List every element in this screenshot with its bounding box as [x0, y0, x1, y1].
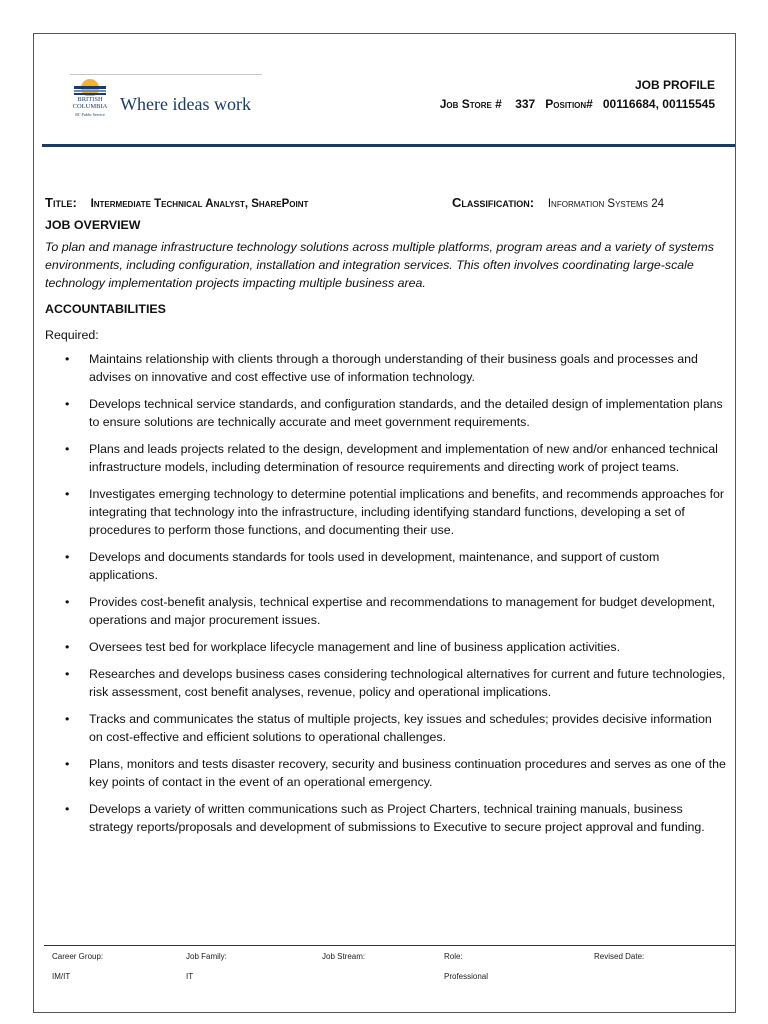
accountabilities-list	[45, 350, 729, 836]
list-item	[45, 440, 729, 476]
page-header	[34, 34, 735, 146]
bullet-icon: •	[65, 667, 70, 681]
career-group-value: IM/IT	[52, 972, 71, 981]
document-page	[33, 33, 736, 1013]
bullet-icon: •	[65, 352, 70, 366]
list-item	[45, 710, 729, 746]
bullet-icon: •	[65, 712, 70, 726]
page-footer	[44, 945, 735, 981]
list-item-text: Plans and leads projects related to the design, development and implementation of new and/or enhanced technical infrastructure models, including determination of resource requirements and directing work of project teams.	[89, 442, 718, 474]
job-stream-label: Job Stream:	[322, 952, 366, 961]
list-item-text: Provides cost-benefit analysis, technical expertise and recommendations to management for budget development, operations and major procurement issues.	[89, 595, 716, 627]
classification-value: Information Systems 24	[547, 198, 664, 210]
list-item	[45, 548, 729, 584]
logo-crest-line2: COLUMBIA	[72, 103, 108, 110]
accountabilities-heading: ACCOUNTABILITIES	[45, 302, 166, 316]
list-item-text: Develops a variety of written communications such as Project Charters, technical training manuals, business strategy reports/proposals and development of submissions to Executive to secure project approval and funding.	[89, 802, 705, 834]
classification	[452, 194, 664, 213]
position-label: Position#	[545, 97, 593, 111]
logo-crest-line1: BRITISH	[77, 96, 103, 103]
bc-crest-icon	[70, 74, 110, 122]
bullet-icon: •	[65, 595, 70, 609]
list-item-text: Investigates emerging technology to determine potential implications and benefits, and recommends approaches for integrating that technology into the infrastructure, including identifying standard functions, developing a set of procedures to perform those functions, and documenting their use.	[89, 487, 725, 537]
list-item-text: Oversees test bed for workplace lifecycle management and line of business application activities.	[89, 640, 621, 654]
role-label: Role:	[444, 952, 463, 961]
title-label: Title:	[45, 195, 77, 210]
role-value: Professional	[444, 972, 489, 981]
job-family-label: Job Family:	[186, 952, 227, 961]
job-store-label: Job Store #	[439, 97, 502, 111]
overview-text: To plan and manage infrastructure technology solutions across multiple platforms, program areas and a variety of systems environments, including configuration, installation and integration services. This often involves coordinating large-scale technology implementation projects impacting multiple business area.	[45, 240, 714, 290]
list-item	[45, 350, 729, 386]
bullet-icon: •	[65, 640, 70, 654]
list-item	[45, 593, 729, 629]
job-store-value: 337	[515, 97, 536, 111]
title-row	[45, 194, 729, 214]
document-body	[45, 194, 729, 845]
required-label: Required:	[45, 328, 99, 342]
list-item	[45, 800, 729, 836]
list-item-text: Develops technical service standards, and configuration standards, and the detailed design of implementation plans to ensure solutions are technically accurate and meet government requirements.	[89, 397, 723, 429]
list-item	[45, 638, 729, 656]
list-item-text: Tracks and communicates the status of multiple projects, key issues and schedules; provides decisive information on cost-effective and efficient solutions to operational challenges.	[89, 712, 712, 744]
header-divider	[42, 144, 735, 147]
list-item-text: Plans, monitors and tests disaster recovery, security and business continuation procedures and serves as one of the key points of contact in the event of an operational emergency.	[89, 757, 726, 789]
logo-crest-line3: BC Public Service	[75, 112, 105, 117]
sun-waves-icon	[70, 74, 110, 96]
bullet-icon: •	[65, 397, 70, 411]
logo-tagline: Where ideas work	[120, 94, 251, 114]
list-item-text: Maintains relationship with clients through a thorough understanding of their business goals and processes and advises on innovative and cost effective use of information technology.	[89, 352, 698, 384]
bullet-icon: •	[65, 757, 70, 771]
bullet-icon: •	[65, 442, 70, 456]
doc-title: JOB PROFILE	[634, 78, 715, 92]
position-value: 00116684, 00115545	[602, 97, 715, 111]
revised-date-label: Revised Date:	[594, 952, 645, 961]
list-item-text: Researches and develops business cases considering technological alternatives for current and future technologies, risk assessment, cost benefit analyses, revenue, policy and operational implications.	[89, 667, 726, 699]
list-item	[45, 485, 729, 539]
title-value: Intermediate Technical Analyst, SharePoint	[90, 198, 309, 210]
job-family-value: IT	[186, 972, 194, 981]
bullet-icon: •	[65, 487, 70, 501]
list-item-text: Develops and documents standards for tools used in development, maintenance, and support of custom applications.	[89, 550, 660, 582]
bullet-icon: •	[65, 550, 70, 564]
career-group-label: Career Group:	[52, 952, 104, 961]
list-item	[45, 755, 729, 791]
job-store-line	[440, 97, 715, 111]
bc-logo	[70, 74, 262, 124]
classification-label: Classification:	[452, 195, 535, 210]
list-item	[45, 665, 729, 701]
overview-heading: JOB OVERVIEW	[45, 218, 141, 232]
bullet-icon: •	[65, 802, 70, 816]
list-item	[45, 395, 729, 431]
